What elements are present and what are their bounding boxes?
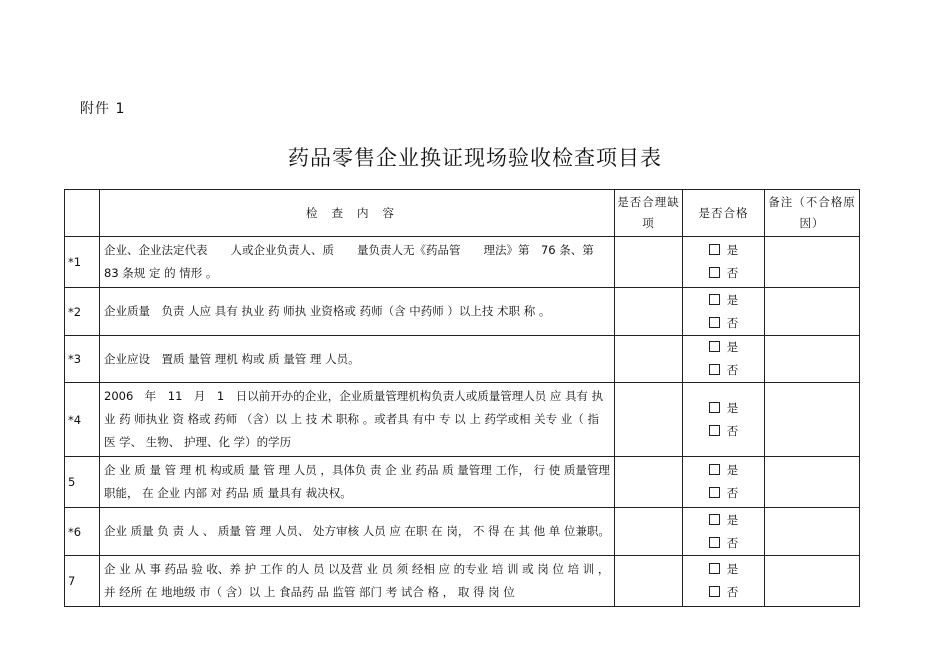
checkbox-icon[interactable] — [709, 317, 720, 328]
option-yes[interactable] — [683, 558, 764, 581]
item-number: *3 — [65, 336, 100, 383]
header-content: 检查内容 — [100, 190, 615, 237]
item-number: 7 — [65, 556, 100, 607]
option-label: 是 — [726, 243, 739, 257]
note-cell[interactable] — [765, 457, 860, 508]
option-yes[interactable] — [683, 459, 764, 482]
note-cell[interactable] — [765, 383, 860, 457]
pass-cell — [683, 288, 765, 336]
pass-cell — [683, 457, 765, 508]
header-pass: 是否合格 — [683, 190, 765, 237]
missing-cell[interactable] — [615, 288, 683, 336]
option-label: 否 — [726, 585, 739, 599]
pass-cell — [683, 508, 765, 556]
header-note: 备注（不合格原因） — [765, 190, 860, 237]
option-yes[interactable] — [683, 509, 764, 532]
missing-cell[interactable] — [615, 556, 683, 607]
note-cell[interactable] — [765, 556, 860, 607]
option-label: 是 — [726, 463, 739, 477]
option-label: 是 — [726, 512, 739, 527]
option-yes[interactable] — [683, 239, 764, 262]
checkbox-icon[interactable] — [709, 586, 720, 597]
option-no[interactable] — [683, 312, 764, 335]
checkbox-icon[interactable] — [709, 244, 720, 255]
attachment-label: 附件 1 — [80, 101, 126, 117]
checkbox-icon[interactable] — [709, 514, 720, 525]
table-header-row — [65, 190, 860, 237]
checkbox-icon[interactable] — [709, 402, 720, 413]
option-no[interactable] — [683, 532, 764, 555]
missing-cell[interactable] — [615, 237, 683, 288]
header-missing: 是否合理缺项 — [615, 190, 683, 237]
option-label: 否 — [726, 535, 739, 550]
note-cell[interactable] — [765, 237, 860, 288]
option-no[interactable] — [683, 482, 764, 505]
pass-cell — [683, 383, 765, 457]
item-content: 企业应设 置质 量管 理机 构或 质 量管 理 人员。 — [100, 336, 615, 383]
checkbox-icon[interactable] — [709, 464, 720, 475]
option-no[interactable] — [683, 262, 764, 285]
item-number: *6 — [65, 508, 100, 556]
item-content: 企业 质量 负 责 人 、 质量 管 理 人员、 处方审核 人员 应 在职 在 岗， 不 得 在 其 他 单 位兼职。 — [100, 508, 615, 556]
checkbox-icon[interactable] — [709, 341, 720, 352]
item-number: *1 — [65, 237, 100, 288]
item-number: 5 — [65, 457, 100, 508]
item-content: 企业质量 负责 人应 具有 执业 药 师执 业资格或 药师（含 中药师 ）以上技 术职 称 。 — [100, 288, 615, 336]
missing-cell[interactable] — [615, 336, 683, 383]
table-row — [65, 336, 860, 383]
table-row — [65, 556, 860, 607]
option-yes[interactable] — [683, 397, 764, 420]
option-no[interactable] — [683, 359, 764, 382]
option-label: 否 — [726, 363, 739, 377]
item-number: *2 — [65, 288, 100, 336]
checkbox-icon[interactable] — [709, 487, 720, 498]
option-label: 是 — [726, 292, 739, 307]
note-cell[interactable] — [765, 336, 860, 383]
checkbox-icon[interactable] — [709, 537, 720, 548]
pass-cell — [683, 556, 765, 607]
header-number — [65, 190, 100, 237]
option-yes[interactable] — [683, 336, 764, 359]
table-row — [65, 383, 860, 457]
missing-cell[interactable] — [615, 383, 683, 457]
checkbox-icon[interactable] — [709, 563, 720, 574]
note-cell[interactable] — [765, 288, 860, 336]
option-label: 否 — [726, 486, 739, 500]
checkbox-icon[interactable] — [709, 364, 720, 375]
item-content: 企 业 从 事 药品 验 收、养 护 工作 的人 员 以及营 业 员 须 经相 应 的专业 培 训 或 岗 位 培 训 ，并 经所 在 地地级 市（ 含）以 上 食品药 品 监管 部门 考 试合 格 ， 取 得 岗 位 — [100, 556, 615, 607]
missing-cell[interactable] — [615, 508, 683, 556]
item-content: 企业、企业法定代表 人或企业负责人、质 量负责人无《药品管 理法》第 76 条、第 83 条规 定 的 情形 。 — [100, 237, 615, 288]
item-content: 企 业 质 量 管 理 机 构或质 量 管 理 人员 ，具体负 责 企 业 药品 质 量管理 工作， 行 使 质量管理 职能， 在 企业 内部 对 药品 质 量具有 裁决权。 — [100, 457, 615, 508]
option-label: 否 — [726, 423, 739, 438]
option-label: 是 — [726, 400, 739, 415]
option-yes[interactable] — [683, 289, 764, 312]
option-label: 是 — [726, 562, 739, 576]
document-title: 药品零售企业换证现场验收检查项目表 — [288, 146, 662, 170]
table-row — [65, 237, 860, 288]
checkbox-icon[interactable] — [709, 294, 720, 305]
option-no[interactable] — [683, 420, 764, 443]
option-label: 否 — [726, 315, 739, 330]
table-row — [65, 288, 860, 336]
inspection-table — [64, 189, 860, 607]
checkbox-icon[interactable] — [709, 425, 720, 436]
option-label: 否 — [726, 266, 739, 280]
option-label: 是 — [726, 340, 739, 354]
table-row — [65, 508, 860, 556]
item-number: *4 — [65, 383, 100, 457]
item-content: 2006 年 11 月 1 日以前开办的企业，企业质量管理机构负责人或质量管理人员 应 具有 执业 药 师执业 资 格或 药师 （含）以 上 技 术 职称 。或者具 有中 专 以 上 药学或相 关专 业（ 指医 学、 生物、 护理、化 学）的学历 — [100, 383, 615, 457]
table-row — [65, 457, 860, 508]
checkbox-icon[interactable] — [709, 267, 720, 278]
pass-cell — [683, 237, 765, 288]
missing-cell[interactable] — [615, 457, 683, 508]
option-no[interactable] — [683, 581, 764, 604]
pass-cell — [683, 336, 765, 383]
note-cell[interactable] — [765, 508, 860, 556]
